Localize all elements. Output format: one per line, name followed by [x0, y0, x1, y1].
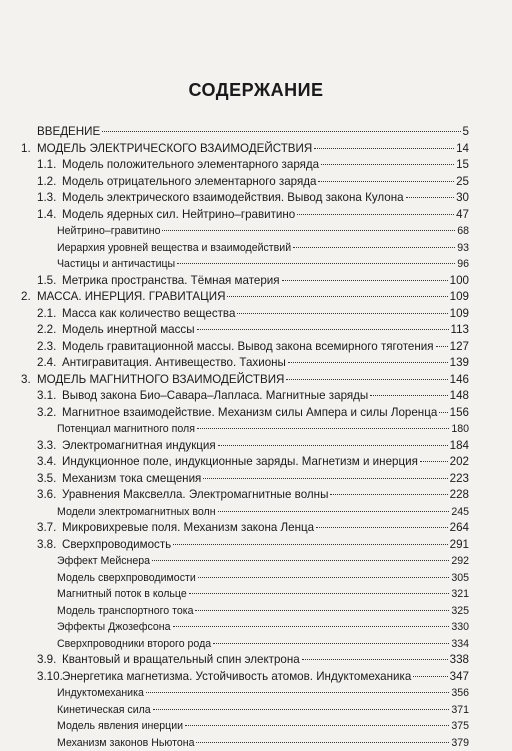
toc-page-number: 68 — [457, 223, 469, 240]
toc-row[interactable] — [0, 619, 512, 636]
toc-row[interactable] — [0, 240, 512, 257]
table-of-contents — [0, 124, 512, 751]
toc-page-number: 379 — [451, 735, 469, 751]
toc-number: 2.1. — [37, 306, 56, 323]
toc-title: Модель отрицательного элементарного заряда — [62, 174, 316, 191]
toc-title: Механизм законов Ньютона — [57, 735, 194, 751]
toc-page-number: 180 — [451, 421, 469, 438]
toc-number: 2.4. — [37, 355, 56, 372]
toc-number: 3.8. — [37, 537, 56, 554]
toc-page-number: 338 — [450, 652, 469, 669]
toc-page-number: 291 — [450, 537, 469, 554]
toc-row[interactable] — [0, 471, 512, 488]
toc-row[interactable] — [0, 702, 512, 719]
dot-leader — [177, 263, 455, 264]
toc-title: Модель инертной массы — [62, 322, 195, 339]
toc-title: Модель сверхпроводимости — [57, 570, 196, 587]
dot-leader — [102, 131, 460, 132]
toc-number: 1.4. — [37, 207, 56, 224]
toc-number: 3.2. — [37, 405, 56, 422]
toc-page-number: 228 — [450, 487, 469, 504]
dot-leader — [439, 412, 447, 413]
toc-number: 1.2. — [37, 174, 56, 191]
toc-row[interactable] — [0, 372, 512, 389]
toc-number: 3. — [21, 372, 31, 389]
toc-page-number: 109 — [450, 289, 469, 306]
toc-row[interactable] — [0, 124, 512, 141]
toc-page-number: 139 — [450, 355, 469, 372]
toc-title: Вывод закона Био–Савара–Лапласа. Магнитные заряды — [62, 388, 368, 405]
toc-title: Энергетика магнетизма. Устойчивость атомов. Индуктомеханика — [62, 669, 411, 686]
page-title: СОДЕРЖАНИЕ — [0, 80, 512, 101]
toc-number: 1. — [21, 141, 31, 158]
toc-page-number: 184 — [450, 438, 469, 455]
toc-page-number: 330 — [451, 619, 469, 636]
toc-number: 3.5. — [37, 471, 56, 488]
dot-leader — [237, 313, 447, 314]
toc-page-number: 292 — [451, 553, 469, 570]
dot-leader — [189, 593, 450, 594]
toc-row[interactable] — [0, 537, 512, 554]
toc-row[interactable] — [0, 174, 512, 191]
toc-number: 1.1. — [37, 157, 56, 174]
toc-number: 3.10. — [37, 669, 63, 686]
toc-page-number: 25 — [456, 174, 469, 191]
toc-row[interactable] — [0, 141, 512, 158]
toc-title: Электромагнитная индукция — [62, 438, 216, 455]
toc-title: Уравнения Максвелла. Электромагнитные волны — [62, 487, 328, 504]
toc-title: МОДЕЛЬ ЭЛЕКТРИЧЕСКОГО ВЗАИМОДЕЙСТВИЯ — [37, 141, 312, 158]
toc-row[interactable] — [0, 256, 512, 273]
toc-page-number: 347 — [450, 669, 469, 686]
toc-row[interactable] — [0, 652, 512, 669]
toc-row[interactable] — [0, 586, 512, 603]
toc-row[interactable] — [0, 190, 512, 207]
dot-leader — [153, 709, 450, 710]
toc-row[interactable] — [0, 669, 512, 686]
dot-leader — [196, 742, 449, 743]
toc-title: Квантовый и вращательный спин электрона — [62, 652, 300, 669]
toc-page-number: 223 — [450, 471, 469, 488]
toc-row[interactable] — [0, 207, 512, 224]
dot-leader — [316, 527, 448, 528]
toc-title: Эффекты Джозефсона — [57, 619, 171, 636]
toc-number: 2.2. — [37, 322, 56, 339]
toc-page-number: 371 — [451, 702, 469, 719]
toc-row[interactable] — [0, 223, 512, 240]
toc-page-number: 305 — [451, 570, 469, 587]
toc-number: 1.3. — [37, 190, 56, 207]
dot-leader — [286, 379, 447, 380]
toc-number: 2. — [21, 289, 31, 306]
toc-page-number: 127 — [450, 339, 469, 356]
toc-row[interactable] — [0, 520, 512, 537]
dot-leader — [321, 164, 454, 165]
toc-row[interactable] — [0, 504, 512, 521]
dot-leader — [173, 544, 447, 545]
toc-row[interactable] — [0, 322, 512, 339]
dot-leader — [293, 247, 455, 248]
toc-row[interactable] — [0, 306, 512, 323]
dot-leader — [330, 494, 447, 495]
toc-page-number: 202 — [450, 454, 469, 471]
dot-leader — [318, 181, 454, 182]
toc-title: Модели электромагнитных волн — [57, 504, 216, 521]
toc-row[interactable] — [0, 339, 512, 356]
toc-title: Метрика пространства. Тёмная материя — [62, 273, 280, 290]
dot-leader — [406, 197, 455, 198]
toc-page-number: 109 — [450, 306, 469, 323]
toc-row[interactable] — [0, 570, 512, 587]
toc-title: ВВЕДЕНИЕ — [37, 124, 100, 141]
toc-row[interactable] — [0, 421, 512, 438]
toc-page-number: 245 — [451, 504, 469, 521]
toc-row[interactable] — [0, 685, 512, 702]
toc-title: Микровихревые поля. Механизм закона Ленца — [62, 520, 314, 537]
dot-leader — [297, 214, 454, 215]
toc-row[interactable] — [0, 454, 512, 471]
toc-page-number: 264 — [450, 520, 469, 537]
toc-title: Модель гравитационной массы. Вывод закона всемирного тяготения — [62, 339, 434, 356]
toc-title: Модель транспортного тока — [57, 603, 193, 620]
toc-title: Магнитный поток в кольце — [57, 586, 187, 603]
dot-leader — [282, 280, 448, 281]
dot-leader — [195, 610, 449, 611]
toc-number: 2.3. — [37, 339, 56, 356]
toc-title: Эффект Мейснера — [57, 553, 150, 570]
toc-number: 3.7. — [37, 520, 56, 537]
dot-leader — [162, 230, 455, 231]
toc-title: Иерархия уровней вещества и взаимодействий — [57, 240, 291, 257]
toc-page-number: 113 — [451, 322, 469, 339]
toc-row[interactable] — [0, 487, 512, 504]
toc-row[interactable] — [0, 405, 512, 422]
dot-leader — [218, 445, 448, 446]
toc-page-number: 15 — [456, 157, 469, 174]
toc-row[interactable] — [0, 289, 512, 306]
toc-row[interactable] — [0, 735, 512, 751]
toc-title: МАССА. ИНЕРЦИЯ. ГРАВИТАЦИЯ — [37, 289, 225, 306]
dot-leader — [197, 428, 449, 429]
toc-page-number: 156 — [450, 405, 469, 422]
dot-leader — [203, 478, 447, 479]
toc-title: Нейтрино–гравитино — [57, 223, 160, 240]
toc-page-number: 146 — [450, 372, 469, 389]
dot-leader — [218, 511, 450, 512]
toc-title: Индукционное поле, индукционные заряды. Магнетизм и инерция — [62, 454, 418, 471]
toc-page-number: 321 — [451, 586, 469, 603]
dot-leader — [413, 676, 447, 677]
toc-row[interactable] — [0, 603, 512, 620]
dot-leader — [213, 643, 449, 644]
dot-leader — [152, 560, 449, 561]
toc-number: 3.1. — [37, 388, 56, 405]
toc-page-number: 100 — [450, 273, 469, 290]
toc-row[interactable] — [0, 438, 512, 455]
toc-number: 1.5. — [37, 273, 56, 290]
toc-page-number: 14 — [456, 141, 469, 158]
toc-title: Модель ядерных сил. Нейтрино–гравитино — [62, 207, 295, 224]
toc-page-number: 325 — [451, 603, 469, 620]
toc-page-number: 93 — [457, 240, 469, 257]
dot-leader — [146, 692, 449, 693]
toc-row[interactable] — [0, 718, 512, 735]
toc-page-number: 356 — [451, 685, 469, 702]
dot-leader — [302, 659, 448, 660]
toc-title: Модель электрического взаимодействия. Вывод закона Кулона — [62, 190, 404, 207]
toc-number: 3.3. — [37, 438, 56, 455]
dot-leader — [197, 329, 449, 330]
toc-title: Сверхпроводники второго рода — [57, 636, 211, 653]
toc-row[interactable] — [0, 273, 512, 290]
toc-title: Частицы и античастицы — [57, 256, 175, 273]
dot-leader — [436, 346, 448, 347]
toc-page-number: 47 — [456, 207, 469, 224]
toc-page-number: 148 — [450, 388, 469, 405]
toc-title: Модель явления инерции — [57, 718, 183, 735]
toc-title: Кинетическая сила — [57, 702, 151, 719]
dot-leader — [314, 148, 454, 149]
toc-title: Механизм тока смещения — [62, 471, 201, 488]
toc-row[interactable] — [0, 636, 512, 653]
toc-row[interactable] — [0, 157, 512, 174]
toc-page-number: 5 — [463, 124, 469, 141]
toc-row[interactable] — [0, 553, 512, 570]
dot-leader — [198, 577, 450, 578]
toc-title: Индуктомеханика — [57, 685, 144, 702]
toc-number: 3.6. — [37, 487, 56, 504]
dot-leader — [185, 725, 449, 726]
toc-page-number: 30 — [456, 190, 469, 207]
toc-page-number: 334 — [451, 636, 469, 653]
toc-title: Магнитное взаимодействие. Механизм силы Ампера и силы Лоренца — [62, 405, 437, 422]
toc-title: Масса как количество вещества — [62, 306, 235, 323]
toc-row[interactable] — [0, 355, 512, 372]
toc-title: Сверхпроводимость — [62, 537, 171, 554]
dot-leader — [288, 362, 448, 363]
dot-leader — [227, 296, 447, 297]
dot-leader — [173, 626, 450, 627]
toc-page-number: 96 — [457, 256, 469, 273]
dot-leader — [370, 395, 447, 396]
toc-title: МОДЕЛЬ МАГНИТНОГО ВЗАИМОДЕЙСТВИЯ — [37, 372, 284, 389]
toc-row[interactable] — [0, 388, 512, 405]
toc-page-number: 375 — [451, 718, 469, 735]
toc-title: Модель положительного элементарного заряда — [62, 157, 319, 174]
toc-title: Потенциал магнитного поля — [57, 421, 195, 438]
toc-title: Антигравитация. Антивещество. Тахионы — [62, 355, 286, 372]
dot-leader — [420, 461, 448, 462]
toc-number: 3.4. — [37, 454, 56, 471]
toc-number: 3.9. — [37, 652, 56, 669]
